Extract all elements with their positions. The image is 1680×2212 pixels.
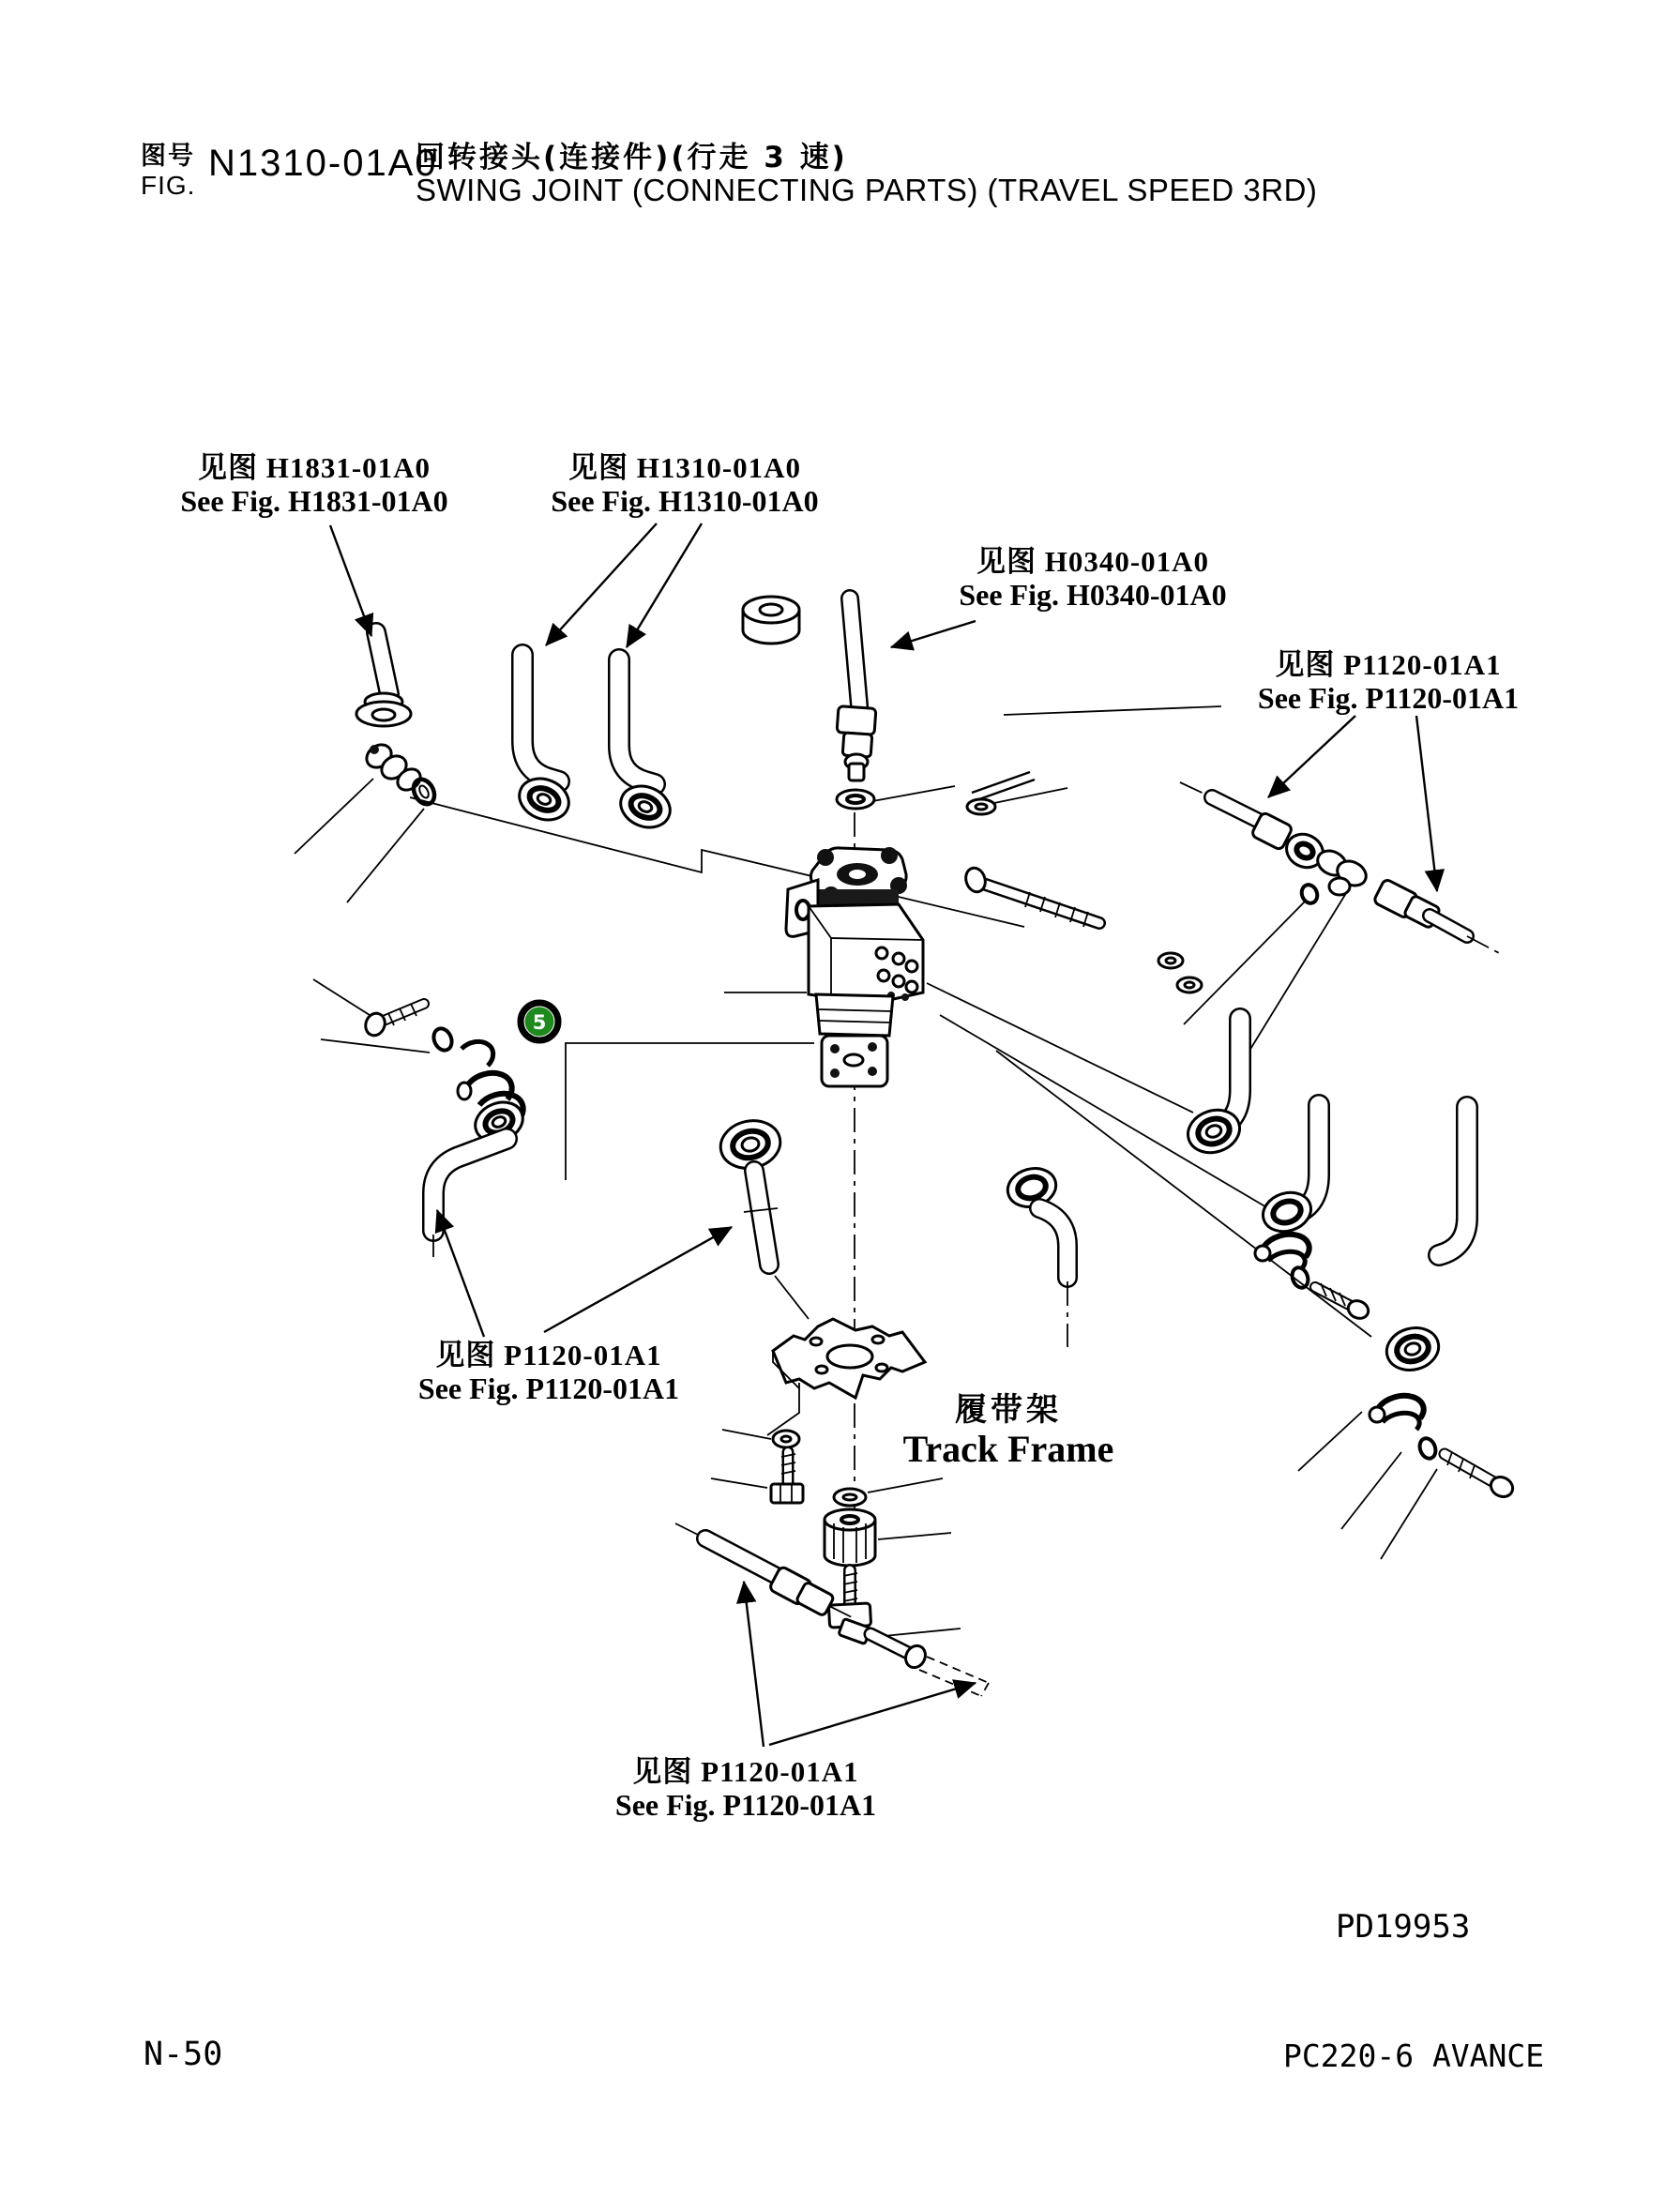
callout-see-fig-p1120-bottom[interactable] xyxy=(586,1756,905,1823)
callout-cn: 见图 H1831-01A0 xyxy=(197,451,431,484)
page-title-cn: 回转接头(连接件)(行走 3 速) xyxy=(416,141,848,174)
callout-cn: 见图 P1120-01A1 xyxy=(632,1755,859,1788)
hose-top-center xyxy=(837,598,876,780)
bolt-5 xyxy=(1445,1452,1516,1500)
part-badge-5[interactable] xyxy=(521,1003,558,1040)
clamp-right xyxy=(1255,1235,1309,1268)
track-frame-label xyxy=(863,1391,1154,1471)
page-number: N-50 xyxy=(144,2036,223,2073)
washer-pair-right xyxy=(1158,953,1202,992)
washer-bottom-left xyxy=(773,1431,799,1447)
elbow-tube-3 xyxy=(1183,1019,1246,1159)
o-ring-top-right xyxy=(967,799,995,814)
callout-en: See Fig. H0340-01A0 xyxy=(959,577,1227,612)
o-ring-center xyxy=(834,1489,866,1506)
washer-left xyxy=(431,1025,455,1053)
o-ring-top xyxy=(837,790,874,809)
callout-en: See Fig. H1310-01A0 xyxy=(551,483,819,518)
doc-code: PD19953 xyxy=(1336,1908,1471,1946)
clamp-5 xyxy=(1370,1396,1424,1430)
clip-left xyxy=(462,1041,493,1066)
callout-see-fig-h0340[interactable] xyxy=(929,546,1257,613)
elbow-tube-2 xyxy=(614,659,676,835)
track-frame-plate xyxy=(773,1319,925,1398)
elbow-tube-4 xyxy=(1258,1105,1319,1237)
fig-label-cn: 图号 xyxy=(141,142,195,171)
callout-cn: 见图 H0340-01A0 xyxy=(976,545,1210,578)
fig-number: N1310-01A0 xyxy=(208,143,438,184)
callout-see-fig-h1831[interactable] xyxy=(159,452,469,519)
fig-label-en: FIG. xyxy=(141,171,196,200)
callout-cn: 见图 H1310-01A0 xyxy=(568,451,802,484)
model-name: PC220-6 AVANCE xyxy=(1283,2038,1545,2074)
page-title-en: SWING JOINT (CONNECTING PARTS) (TRAVEL SPEED 3RD) xyxy=(416,173,1318,207)
o-ring-4 xyxy=(1290,1265,1311,1290)
tube-center-down xyxy=(744,1171,778,1265)
badge-number: 5 xyxy=(532,1011,547,1034)
bolt-left xyxy=(362,1004,424,1038)
bolt-bottom xyxy=(771,1452,803,1503)
elbow-tube-left xyxy=(433,1096,529,1257)
track-frame-label-cn: 履带架 xyxy=(955,1391,1062,1429)
elbow-tube-1 xyxy=(513,655,575,827)
callout-cn: 见图 P1120-01A1 xyxy=(435,1339,662,1371)
track-frame-label-en: Track Frame xyxy=(902,1427,1114,1470)
callout-en: See Fig. P1120-01A1 xyxy=(1257,680,1520,715)
o-ring-5 xyxy=(1417,1436,1439,1461)
callout-see-fig-p1120-left[interactable] xyxy=(389,1340,708,1406)
hex-coupling xyxy=(825,1509,875,1566)
elbow-tube-mid xyxy=(1004,1163,1067,1347)
elbow-tube-5 xyxy=(1382,1107,1467,1375)
callout-en: See Fig. P1120-01A1 xyxy=(614,1787,877,1822)
flanged-nut-top xyxy=(743,597,799,644)
tube-fitting-straight xyxy=(356,632,411,726)
hose-assembly-right xyxy=(1180,782,1503,955)
callout-en: See Fig. H1831-01A0 xyxy=(180,483,448,518)
callout-en: See Fig. P1120-01A1 xyxy=(417,1371,680,1405)
callout-see-fig-h1310[interactable] xyxy=(525,452,844,519)
swing-joint-body xyxy=(786,847,923,1086)
callout-cn: 见图 P1120-01A1 xyxy=(1275,648,1502,681)
callout-see-fig-p1120-right[interactable] xyxy=(1229,649,1548,716)
